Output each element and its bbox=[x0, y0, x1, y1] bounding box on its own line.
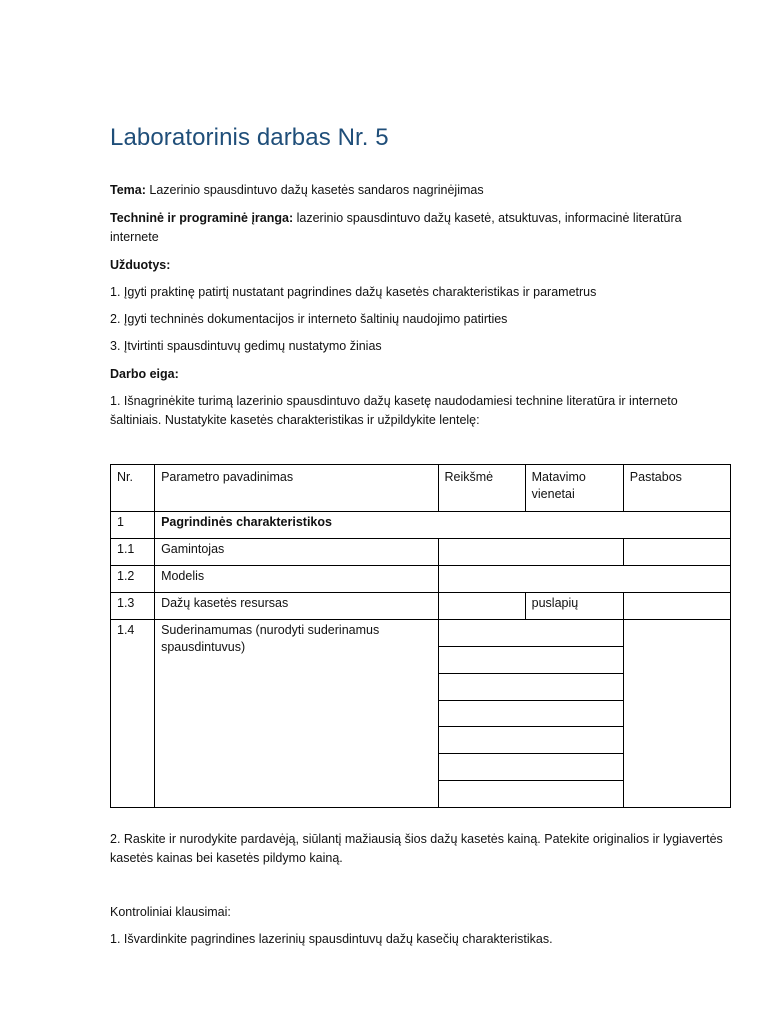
compat-notes-cell[interactable] bbox=[623, 620, 730, 808]
topic-text: Lazerinio spausdintuvo dažų kasetės sandaros nagrinėjimas bbox=[149, 183, 484, 197]
compat-line[interactable] bbox=[439, 701, 623, 728]
compat-line[interactable] bbox=[439, 620, 623, 647]
workflow-step-2: 2. Raskite ir nurodykite pardavėją, siūlantį mažiausią šios dažų kasetės kainą. Patekite originalios ir lygiavertės kasetės kainas bei kasetės pildymo kainą. bbox=[110, 832, 723, 865]
row-value-cell[interactable] bbox=[438, 593, 525, 620]
characteristics-table bbox=[110, 464, 731, 808]
table-row bbox=[111, 539, 731, 566]
table-row-compat bbox=[111, 620, 731, 808]
tasks-heading: Užduotys: bbox=[110, 258, 171, 272]
header-value: Reikšmė bbox=[438, 465, 525, 512]
row-nr: 1.4 bbox=[111, 620, 155, 808]
compat-line[interactable] bbox=[439, 754, 623, 781]
compat-line[interactable] bbox=[439, 781, 623, 807]
row-nr: 1.2 bbox=[111, 566, 155, 593]
row-parameter: Modelis bbox=[155, 566, 438, 593]
task-item-3: 3. Įtvirtinti spausdintuvų gedimų nustatymo žinias bbox=[110, 339, 382, 353]
table-row bbox=[111, 593, 731, 620]
control-questions-heading: Kontroliniai klausimai: bbox=[110, 905, 231, 919]
topic-label: Tema: bbox=[110, 183, 146, 197]
table-header-row bbox=[111, 465, 731, 512]
row-parameter: Gamintojas bbox=[155, 539, 438, 566]
table-row bbox=[111, 566, 731, 593]
row-value-cell[interactable] bbox=[438, 566, 730, 593]
task-item-1: 1. Įgyti praktinę patirtį nustatant pagrindines dažų kasetės charakteristikas ir parametrus bbox=[110, 285, 597, 299]
compat-line[interactable] bbox=[439, 674, 623, 701]
row-unit: puslapių bbox=[525, 593, 623, 620]
compat-line[interactable] bbox=[439, 647, 623, 674]
equipment-line bbox=[110, 209, 730, 247]
compat-line[interactable] bbox=[439, 727, 623, 754]
task-item-2: 2. Įgyti techninės dokumentacijos ir interneto šaltinių naudojimo patirties bbox=[110, 312, 508, 326]
row-value-cell[interactable] bbox=[438, 539, 623, 566]
section-title: Pagrindinės charakteristikos bbox=[155, 512, 731, 539]
header-notes: Pastabos bbox=[623, 465, 730, 512]
row-nr: 1.3 bbox=[111, 593, 155, 620]
row-parameter: Suderinamumas (nurodyti suderinamus spausdintuvus) bbox=[155, 620, 438, 808]
header-nr: Nr. bbox=[111, 465, 155, 512]
workflow-heading: Darbo eiga: bbox=[110, 367, 179, 381]
row-nr: 1.1 bbox=[111, 539, 155, 566]
equipment-label: Techninė ir programinė įranga: bbox=[110, 211, 294, 225]
row-notes-cell[interactable] bbox=[623, 539, 730, 566]
row-notes-cell[interactable] bbox=[623, 593, 730, 620]
page-title: Laboratorinis darbas Nr. 5 bbox=[110, 124, 389, 151]
compat-value-cells[interactable] bbox=[438, 620, 623, 808]
topic-line bbox=[110, 181, 730, 200]
control-question-1: 1. Išvardinkite pagrindines lazerinių spausdintuvų dažų kasečių charakteristikas. bbox=[110, 932, 553, 946]
header-parameter: Parametro pavadinimas bbox=[155, 465, 438, 512]
section-nr: 1 bbox=[111, 512, 155, 539]
header-units: Matavimo vienetai bbox=[525, 465, 623, 512]
equipment-text: lazerinio spausdintuvo dažų kasetė, atsuktuvas, informacinė literatūra internete bbox=[110, 211, 682, 244]
table-section-row bbox=[111, 512, 731, 539]
row-parameter: Dažų kasetės resursas bbox=[155, 593, 438, 620]
workflow-step-1: 1. Išnagrinėkite turimą lazerinio spausdintuvo dažų kasetę naudodamiesi technine literatūra ir interneto šaltiniais. Nustatykite kasetės charakteristikas ir užpildykite lentelę: bbox=[110, 394, 678, 427]
